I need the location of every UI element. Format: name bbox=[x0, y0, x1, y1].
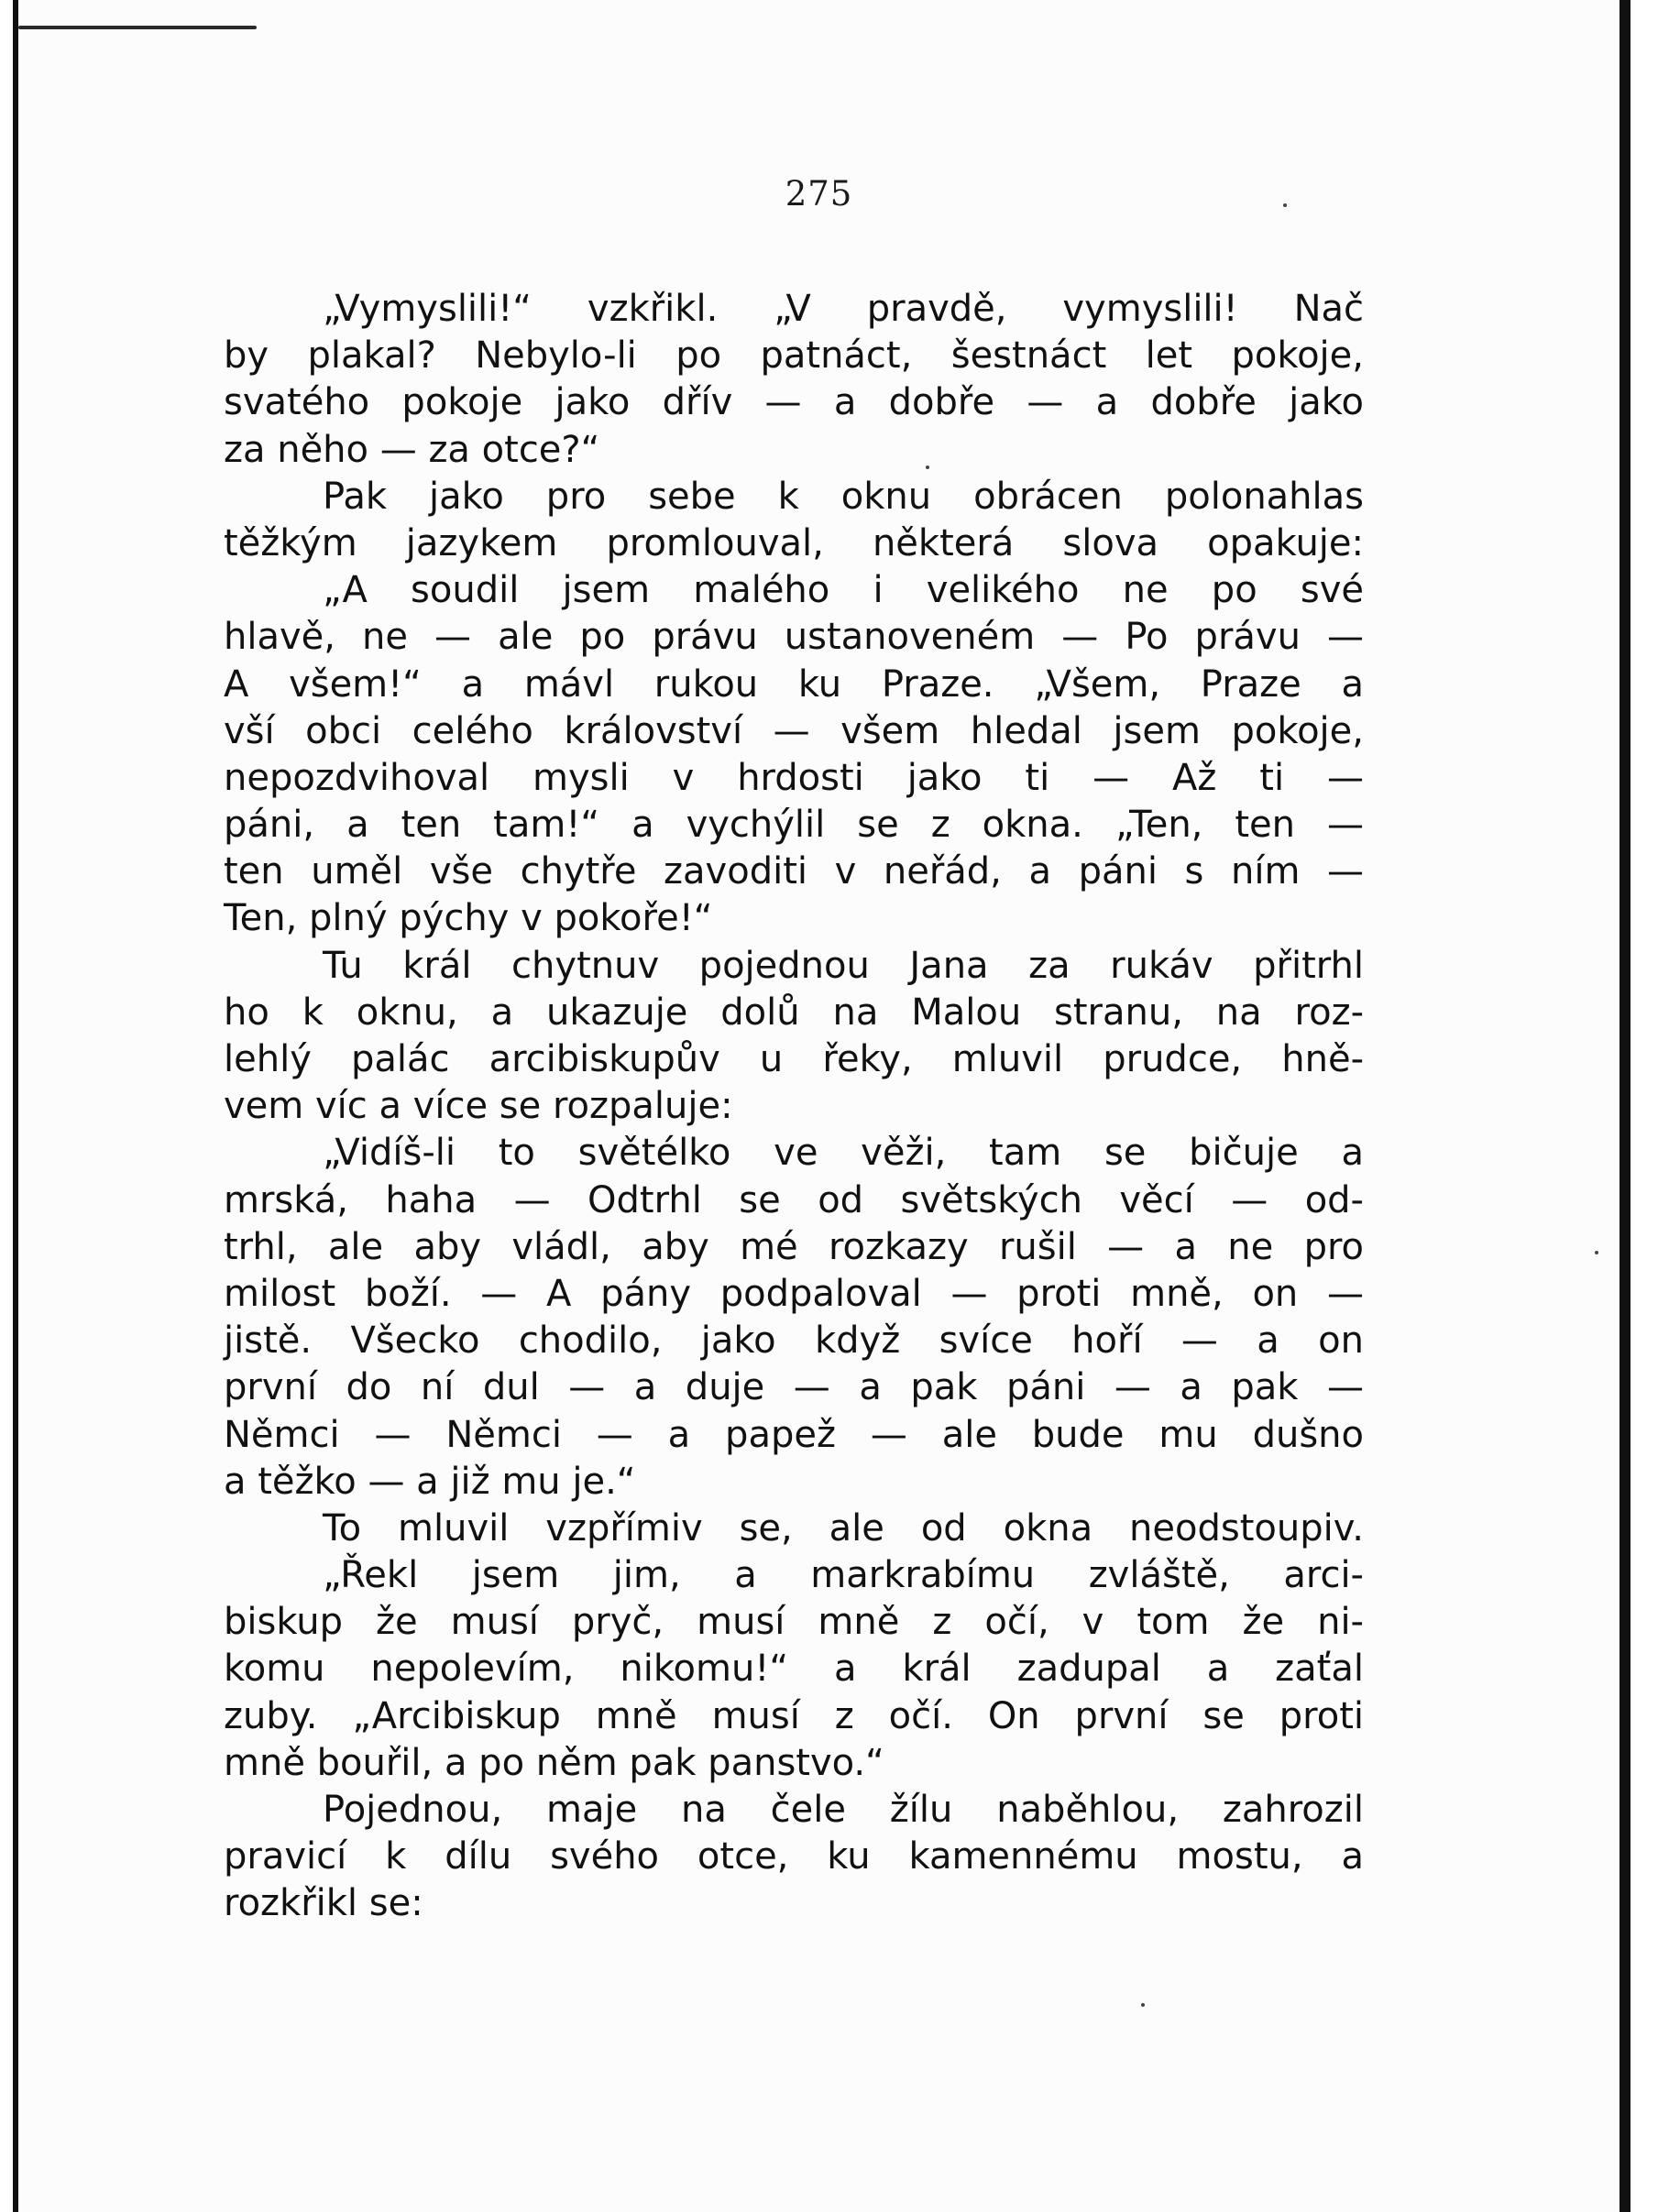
text-line: Němci — Němci — a papež — ale bude mu dušno bbox=[224, 1413, 1364, 1456]
page-number: 275 bbox=[785, 174, 853, 214]
text-line: „Řekl jsem jim, a markrabímu zvláště, arci- bbox=[323, 1554, 1364, 1597]
book-page bbox=[13, 0, 1631, 2212]
text-line: páni, a ten tam!“ a vychýlil se z okna. „Ten, ten — bbox=[224, 804, 1364, 847]
text-line: svatého pokoje jako dřív — a dobře — a dobře jako bbox=[224, 381, 1364, 424]
text-line: „Vymyslili!“ vzkřikl. „V pravdě, vymyslili! Nač bbox=[323, 288, 1364, 330]
text-line: komu nepolevím, nikomu!“ a král zadupal a zaťal bbox=[224, 1648, 1364, 1691]
text-line: vší obci celého království — všem hledal jsem pokoje, bbox=[224, 709, 1364, 752]
text-line: ten uměl vše chytře zavoditi v neřád, a páni s ním — bbox=[224, 850, 1364, 893]
text-line: pravicí k dílu svého otce, ku kamennému mostu, a bbox=[224, 1835, 1364, 1878]
text-line: „A soudil jsem malého i velikého ne po své bbox=[323, 569, 1364, 612]
body-text bbox=[224, 286, 1364, 1928]
text-line: by plakal? Nebylo-li po patnáct, šestnáct let pokoje, bbox=[224, 334, 1364, 378]
text-line: rozkřikl se: bbox=[224, 1882, 423, 1925]
text-line: hlavě, ne — ale po právu ustanoveném — Po právu — bbox=[224, 616, 1364, 659]
text-line: Pak jako pro sebe k oknu obrácen polonahlas bbox=[323, 475, 1364, 518]
text-line: zuby. „Arcibiskup mně musí z očí. On první se proti bbox=[224, 1694, 1364, 1737]
text-line: „Vidíš-li to světélko ve věži, tam se bičuje a bbox=[323, 1132, 1364, 1175]
text-line: Tu král chytnuv pojednou Jana za rukáv přitrhl bbox=[323, 944, 1364, 987]
text-line: těžkým jazykem promlouval, některá slova opakuje: bbox=[224, 521, 1364, 564]
text-line: milost boží. — A pány podpaloval — proti mně, on — bbox=[224, 1272, 1364, 1315]
text-line: vem víc a více se rozpaluje: bbox=[224, 1085, 733, 1128]
text-line: A všem!“ a mávl rukou ku Praze. „Všem, Praze a bbox=[224, 663, 1364, 706]
text-line: ho k oknu, a ukazuje dolů na Malou stranu, na roz- bbox=[224, 991, 1364, 1034]
text-line: mrská, haha — Odtrhl se od světských věcí — od- bbox=[224, 1178, 1364, 1221]
text-line: mně bouřil, a po něm pak panstvo.“ bbox=[224, 1741, 884, 1784]
text-line: a těžko — a již mu je.“ bbox=[224, 1460, 636, 1503]
text-line: za něho — za otce?“ bbox=[224, 428, 600, 471]
text-line: první do ní dul — a duje — a pak páni — a pak — bbox=[224, 1366, 1364, 1409]
text-line: Pojednou, maje na čele žílu naběhlou, zahrozil bbox=[323, 1789, 1364, 1831]
text-line: lehlý palác arcibiskupův u řeky, mluvil prudce, hně- bbox=[224, 1038, 1364, 1080]
text-line: nepozdvihoval mysli v hrdosti jako ti — Až ti — bbox=[224, 756, 1364, 799]
scan-speck bbox=[926, 465, 929, 469]
text-line: jistě. Všecko chodilo, jako když svíce hoří — a on bbox=[224, 1320, 1364, 1363]
text-line: To mluvil vzpřímiv se, ale od okna neodstoupiv. bbox=[323, 1506, 1364, 1549]
text-line: biskup že musí pryč, musí mně z očí, v tom že ni- bbox=[224, 1601, 1364, 1644]
scan-speck bbox=[1141, 2003, 1145, 2007]
scan-speck bbox=[1283, 203, 1287, 207]
scan-edge-mark bbox=[18, 26, 257, 29]
text-line: Ten, plný pýchy v pokoře!“ bbox=[224, 897, 713, 940]
scan-speck bbox=[1595, 1251, 1598, 1254]
text-line: trhl, ale aby vládl, aby mé rozkazy rušil — a ne pro bbox=[224, 1225, 1364, 1268]
